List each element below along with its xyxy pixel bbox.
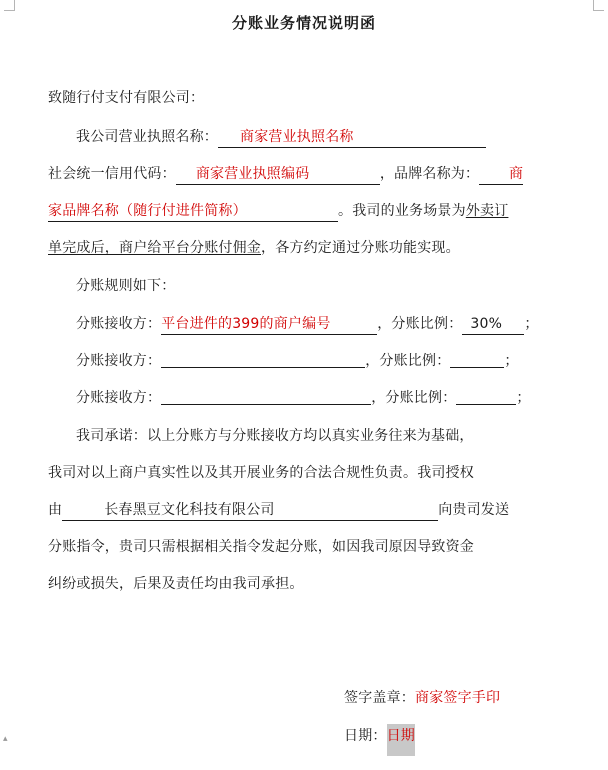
receiver-field[interactable] — [161, 314, 377, 335]
authorization-line — [48, 500, 546, 521]
ratio-label: ，分账比例： — [365, 353, 451, 369]
rule-end: ； — [504, 353, 519, 369]
brand-name-part1: 商 — [509, 166, 524, 182]
paragraph-mark-icon: ▴ — [3, 734, 8, 744]
corner-mark-top-left — [4, 0, 15, 11]
rule-row — [48, 351, 546, 371]
scene-text-2: ，各方约定通过分账功能实现。 — [261, 240, 460, 256]
signature-line — [344, 688, 500, 708]
authorization-by: 由 — [48, 502, 63, 518]
scene-line — [48, 238, 546, 258]
date-line — [344, 724, 415, 754]
authorization-to: 向贵司发送 — [438, 502, 510, 518]
brand-name-field-end[interactable] — [48, 201, 338, 222]
promise-line-4: 分账指令，贵司只需根据相关指令发起分账，如因我司原因导致资金 — [48, 539, 474, 555]
receiver-field[interactable] — [161, 389, 371, 405]
rule-row — [48, 388, 546, 408]
license-name-value: 商家营业执照名称 — [240, 129, 354, 145]
promise-line-1: 我司承诺：以上分账方与分账接收方均以真实业务往来为基础， — [76, 428, 474, 444]
credit-label: 社会统一信用代码： — [48, 166, 176, 182]
promise-line-5: 纠纷或损失，后果及责任均由我司承担。 — [48, 576, 304, 592]
ratio-label: ，分账比例： — [377, 316, 463, 332]
document-title: 分账业务情况说明函 — [231, 14, 376, 32]
ratio-label: ，分账比例： — [371, 390, 457, 406]
authorized-company-value: 长春黑豆文化科技有限公司 — [104, 502, 275, 518]
ratio-value: 30% — [470, 316, 503, 332]
receiver-field[interactable] — [161, 352, 365, 368]
brand-name-field-start[interactable] — [479, 164, 523, 185]
credit-brand-line — [48, 164, 546, 185]
brand-label: ，品牌名称为： — [379, 166, 480, 182]
ratio-field[interactable] — [450, 352, 504, 368]
date-value[interactable]: 日期 — [387, 724, 415, 756]
ratio-field[interactable] — [456, 389, 516, 405]
signature-label: 签字盖章： — [344, 690, 415, 706]
receiver-label: 分账接收方： — [76, 390, 162, 406]
receiver-label: 分账接收方： — [76, 353, 162, 369]
ratio-field[interactable] — [462, 314, 524, 335]
authorized-company-field[interactable] — [62, 500, 438, 521]
rule-end: ； — [516, 390, 531, 406]
license-name-field[interactable] — [218, 127, 486, 148]
scene-underlined-1: 外卖订 — [465, 203, 509, 219]
corner-mark-top-right — [593, 0, 604, 11]
brand-name-part2: 家品牌名称（随行付进件简称） — [48, 203, 247, 219]
rules-heading: 分账规则如下： — [76, 278, 176, 294]
license-lead: 我公司营业执照名称： — [76, 129, 218, 145]
scene-underlined-2: 单完成后，商户给平台分账付佣金 — [48, 240, 261, 256]
promise-line-2: 我司对以上商户真实性以及其开展业务的合法合规性负责。我司授权 — [48, 465, 474, 481]
rule-row — [48, 314, 546, 335]
receiver-label: 分账接收方： — [76, 316, 162, 332]
credit-code-value: 商家营业执照编码 — [195, 166, 310, 182]
credit-code-field[interactable] — [176, 164, 380, 185]
license-line — [48, 127, 546, 148]
date-label: 日期： — [344, 728, 387, 744]
scene-text-1: 。我司的业务场景为 — [338, 203, 466, 219]
salutation: 致随行付支付有限公司： — [48, 90, 205, 106]
brand-scene-line — [48, 201, 546, 222]
receiver-value: 平台进件的399的商户编号 — [161, 316, 331, 332]
rule-end: ； — [524, 316, 539, 332]
signature-value[interactable]: 商家签字手印 — [415, 690, 501, 706]
